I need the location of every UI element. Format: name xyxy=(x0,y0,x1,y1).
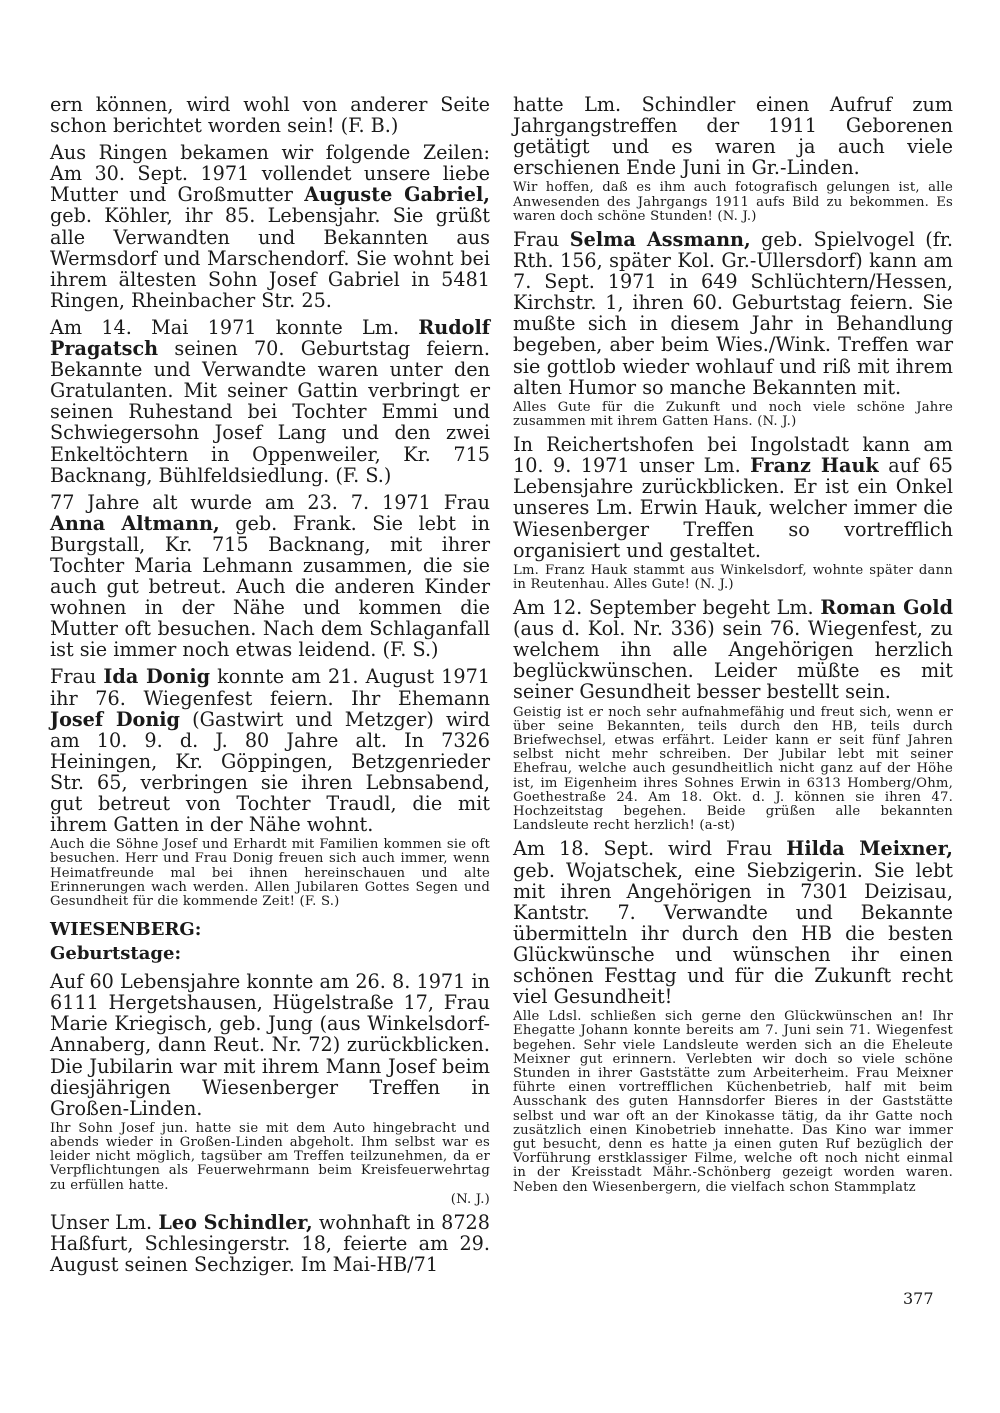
person-name: Josef Donig xyxy=(50,707,180,731)
paragraph-text: Am 18. Sept. wird Frau xyxy=(513,837,773,861)
person-name: Hilda Meixner, xyxy=(786,837,953,861)
paragraph-text: 77 Jahre alt wurde am 23. 7. 1971 Frau xyxy=(50,490,490,514)
small-print-note: Geistig ist er noch sehr aufnahmefähig und freut sich, wenn er über seine Bekannten, teils durch den HB, teils durch Briefwechsel, etwas erfährt. Leider kann er seit fünf Jahren selbst nicht mehr schreiben. Der Jubilar lebt mit seiner Ehefrau, welche auch gesundheitlich nicht ganz auf der Höhe ist, im Eigenheim ihres Sohnes Erwin in 6313 Homberg/Ohm, Goethestraße 24. Am 18. Okt. d. J. können sie ihren 47. Hochzeitstag begehen. Beide grüßen alle bekannten Landsleute recht herzlich! (a-st) xyxy=(513,704,953,834)
paragraph-text: Frau xyxy=(50,665,97,689)
paragraph-text: Am 12. September begeht Lm. xyxy=(513,596,814,620)
paragraph-text: geb. Frank. Sie lebt in Burgstall, Kr. 715 Backnang, mit ihrer Tochter Maria Lehmann zusammen, die sie auch gut betreut. Auch die anderen Kinder wohnen in der Nähe und kommen die Mutter oft besuchen. Nach dem Schlaganfall ist sie immer noch etwas leidend. (F. S.) xyxy=(50,511,490,662)
right-column xyxy=(513,94,953,1200)
paragraph-text: seinen 70. Geburtstag feiern. Bekannte und Verwandte waren unter den Gratulanten. Mit seiner Gattin verbringt er seinen Ruhestand bei Tochter Emmi und Schwiegersohn Josef Lang und den zwei Enkeltöchtern in Oppenweiler, Kr. 715 Backnang, Bühlfeldsiedlung. (F. S.) xyxy=(50,337,490,487)
paragraph-text: (aus d. Kol. Nr. 336) sein 76. Wiegenfest, zu welchem ihn alle Angehörigen herzlich beglückwünschen. Leider müßte es mit seiner Gesundheit besser bestellt sein. xyxy=(513,617,953,704)
paragraph-hilda-meixner xyxy=(513,838,953,1007)
person-name: Leo Schindler, xyxy=(158,1211,313,1235)
paragraph-franz-hauk xyxy=(513,434,953,561)
person-name: Ida Donig xyxy=(103,665,211,689)
small-print-note: Alles Gute für die Zukunft und noch viele schöne Jahre zusammen mit ihrem Gatten Hans. (N. J.) xyxy=(513,399,953,429)
note-text: Ihr Sohn Josef jun. hatte sie mit dem Auto hingebracht und abends wieder in Großen-Linden abgeholt. Ihm selbst war es leider nicht möglich, tagsüber am Treffen teilzunehmen, da er Verpflichtungen als Feuerwehrmann beim Kreisfeuerwehrtag zu erfüllen hatte. xyxy=(50,1120,490,1193)
person-name: Auguste Gabriel, xyxy=(304,183,490,207)
small-print-note: Wir hoffen, daß es ihm auch fotografisch gelungen ist, alle Anwesenden des Jahrgangs 1911 aufs Bild zu bekommen. Es waren doch schöne Stunden! (N. J.) xyxy=(513,180,953,224)
section-heading: WIESENBERG: xyxy=(50,919,202,941)
paragraph-ida-donig xyxy=(50,666,490,835)
paragraph: hatte Lm. Schindler einen Aufruf zum Jahrgangstreffen der 1911 Geborenen getätigt und es waren ja auch viele erschienen Ende Juni in Gr.-Linden. xyxy=(513,93,953,180)
paragraph-selma-assmann xyxy=(513,229,953,398)
paragraph-text: geb. Spielvogel (fr. Rth. 156, später Kol. Gr.-Ullersdorf) kann am 7. Sept. 1971 in 649 Schlüchtern/Hessen, Kirchstr. 1, ihren 60. Geburtstag feiern. Sie mußte sich in diesem Jahr in Behandlung begeben, aber beim Wies./Wink. Treffen war sie gottlob wieder wohlauf und riß mit ihrem alten Humor so manche Bekannten mit. xyxy=(513,227,953,399)
person-name: Anna Altmann, xyxy=(50,511,220,535)
person-name: Selma Assmann, xyxy=(569,227,751,251)
paragraph-text: geb. Köhler, ihr 85. Lebensjahr. Sie grüßt alle Verwandten und Bekannten aus Wermsdorf und Marschendorf. Sie wohnt bei ihrem ältesten Sohn Josef Gabriel in 5481 Ringen, Rheinbacher Str. 25. xyxy=(50,204,490,312)
paragraph-text: wohnhaft in 8728 Haßfurt, Schlesingerstr. 18, feierte am 29. August seinen Sechziger. Im Mai-HB/71 xyxy=(50,1211,490,1277)
paragraph-text: auf 65 Lebensjahre zurückblicken. Er ist ein Onkel unseres Lm. Erwin Hauk, welcher immer die Wiesenberger Treffen so vortrefflich organisiert und gestaltet. xyxy=(513,454,953,562)
paragraph-leo-schindler xyxy=(50,1212,490,1275)
paragraph-text: Aus Ringen bekamen wir folgende Zeilen: Am 30. Sept. 1971 vollendet unsere liebe Mutter und Großmutter xyxy=(50,141,490,207)
small-print-note: Lm. Franz Hauk stammt aus Winkelsdorf, wohnte später dann in Reutenhau. Alles Gute! (N. J.) xyxy=(513,562,953,592)
paragraph-text: (Gastwirt und Metzger) wird am 10. 9. d. J. 80 Jahre alt. In 7326 Heiningen, Kr. Göppingen, Betzgenrieder Str. 65, verbringen sie ihren Lebnsabend, gut betreut von Tochter Traudl, die mit ihrem Gatten in der Nähe wohnt. xyxy=(50,707,490,837)
paragraph-text: geb. Wojatschek, eine Siebzigerin. Sie lebt mit ihren Angehörigen in 7301 Deizisau, Kantstr. 7. Verwandte und Bekannte übermitteln ihr durch den HB die besten Glückwünsche und wünschen ihr einen schönen Festtag und für die Zukunft recht viel Gesundheit! xyxy=(513,858,953,1009)
subsection-heading: Geburtstage: xyxy=(50,943,182,965)
small-print-note xyxy=(50,1122,490,1207)
small-print-note: Alle Ldsl. schließen sich gerne den Glückwünschen an! Ihr Ehegatte Johann konnte bereits am 7. Juni sein 71. Wiegenfest begehen. Sehr viele Landsleute werden sich an die Eheleute Meixner gut erinnern. Verlebten wir doch so viele schöne Stunden in ihrer Gaststätte zum Arbeiterheim. Frau Meixner führte einen vortrefflichen Küchenbetrieb, half mit beim Ausschank des guten Hannsdorfer Bieres in der Gaststätte selbst und war oft an der Kinokasse tätig, da ihr Gatte noch zusätzlich einen Kinobetrieb innehatte. Das Kino war immer gut besucht, denn es hatte ja einen guten Ruf bezüglich der Vorführung erstklassiger Filme, welche oft noch nicht einmal in der Kreisstadt Mähr.-Schönberg gezeigt worden waren. Neben den Wiesenbergern, die vielfach schon Stammplatz xyxy=(513,1009,953,1195)
person-name: Rudolf Pragatsch xyxy=(50,315,490,361)
paragraph-text: Am 14. Mai 1971 konnte Lm. xyxy=(50,315,400,339)
paragraph-roman-gold xyxy=(513,597,953,702)
small-print-note: Auch die Söhne Josef und Erhardt mit Familien kommen sie oft besuchen. Herr und Frau Donig freuen sich auch immer, wenn Heimatfreunde mal bei ihnen hereinschauen und alte Erinnerungen wach werden. Allen Jubilaren Gottes Segen und Gesundheit für die kommende Zeit! (F. S.) xyxy=(50,837,490,909)
paragraph-rudolf-pragatsch xyxy=(50,317,490,486)
paragraph-anna-altmann xyxy=(50,492,490,661)
paragraph-auguste-gabriel xyxy=(50,142,490,311)
paragraph-text: In Reichertshofen bei Ingolstadt kann am 10. 9. 1971 unser Lm. xyxy=(513,433,953,478)
person-name: Roman Gold xyxy=(820,596,953,620)
paragraph-text: konnte am 21. August 1971 ihr 76. Wiegenfest feiern. Ihr Ehemann xyxy=(50,665,490,710)
paragraph: ern können, wird wohl von anderer Seite schon berichtet worden sein! (F. B.) xyxy=(50,93,490,138)
paragraph-text: Unser Lm. xyxy=(50,1211,153,1235)
page-number: 377 xyxy=(903,1289,934,1308)
paragraph-marie-kriegisch: Auf 60 Lebensjahre konnte am 26. 8. 1971 in 6111 Hergetshausen, Hügelstraße 17, Frau Marie Kriegisch, geb. Jung (aus Winkelsdorf-Annaberg, dann Reut. Nr. 72) zurückblicken. Die Jubilarin war mit ihrem Mann Josef beim diesjährigen Wiesenberger Treffen in Großen-Linden. xyxy=(50,970,490,1120)
person-name: Franz Hauk xyxy=(750,454,879,478)
paragraph-text: Frau xyxy=(513,227,560,251)
signoff: (N. J.) xyxy=(450,1191,490,1207)
left-column xyxy=(50,94,490,1281)
